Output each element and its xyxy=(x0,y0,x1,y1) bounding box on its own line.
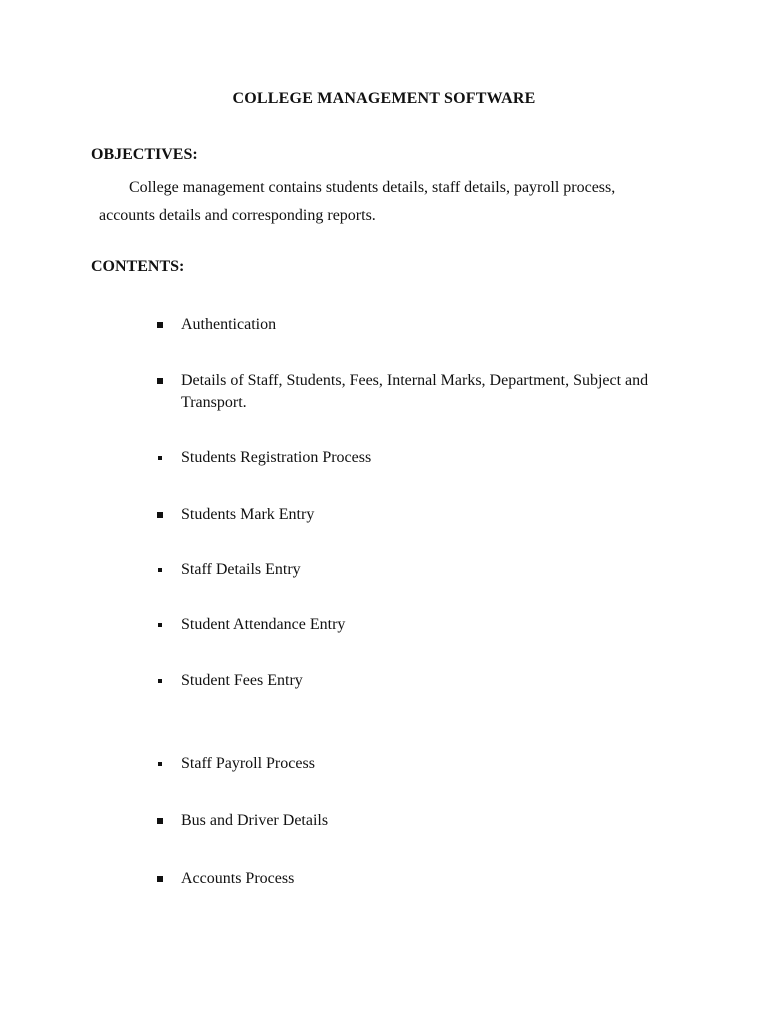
list-item xyxy=(157,753,677,775)
list-item-text: Accounts Process xyxy=(181,870,295,887)
objectives-line-1: College management contains students details, staff details, payroll process, xyxy=(129,179,616,196)
list-item-text: Students Mark Entry xyxy=(181,506,315,523)
objectives-paragraph xyxy=(99,174,679,230)
contents-heading: CONTENTS: xyxy=(91,258,185,275)
objectives-line-2: accounts details and corresponding reports. xyxy=(99,207,376,224)
list-item-text: Student Fees Entry xyxy=(181,672,303,689)
square-bullet-icon xyxy=(157,322,163,328)
square-bullet-icon xyxy=(157,512,163,518)
square-bullet-icon xyxy=(158,623,162,627)
list-item-text: Staff Payroll Process xyxy=(181,755,315,772)
list-item xyxy=(157,370,677,414)
square-bullet-icon xyxy=(157,378,163,384)
list-item xyxy=(157,314,677,336)
list-item-text: Details of Staff, Students, Fees, Internal Marks, Department, Subject and Transport. xyxy=(181,372,649,411)
square-bullet-icon xyxy=(157,818,163,824)
document-title: COLLEGE MANAGEMENT SOFTWARE xyxy=(232,90,536,107)
objectives-heading: OBJECTIVES: xyxy=(91,146,198,163)
list-item xyxy=(157,810,677,832)
square-bullet-icon xyxy=(158,568,162,572)
list-item xyxy=(157,504,677,526)
square-bullet-icon xyxy=(158,679,162,683)
list-item xyxy=(157,670,677,692)
list-item xyxy=(157,559,677,581)
list-item-text: Staff Details Entry xyxy=(181,561,301,578)
list-item xyxy=(157,614,677,636)
square-bullet-icon xyxy=(158,762,162,766)
list-item-text: Student Attendance Entry xyxy=(181,616,346,633)
square-bullet-icon xyxy=(157,876,163,882)
square-bullet-icon xyxy=(158,456,162,460)
list-item xyxy=(157,868,677,890)
list-item xyxy=(157,447,677,469)
list-item-text: Students Registration Process xyxy=(181,449,372,466)
list-item-text: Bus and Driver Details xyxy=(181,812,329,829)
list-item-text: Authentication xyxy=(181,316,277,333)
